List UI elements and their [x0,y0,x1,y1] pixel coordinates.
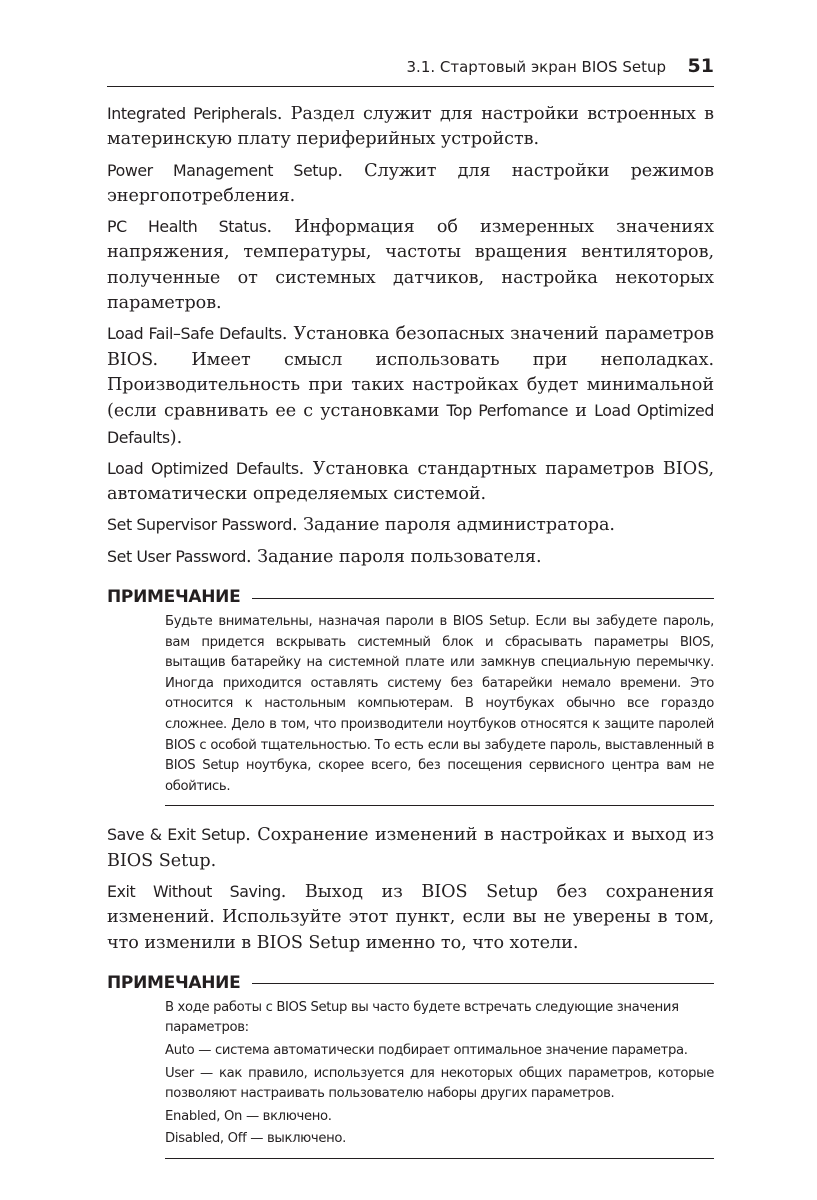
note-header [107,970,714,996]
note-title: ПРИМЕЧАНИЕ [107,587,241,608]
paragraph-text: . Раздел служит для настройки встроенных в материнскую плату периферийных устройств. [107,104,714,150]
note-header [107,584,714,610]
paragraph-text: . Сохранение изменений в настройках и выход из BIOS Setup. [107,825,714,871]
paragraph-text: . Установка безопасных значений параметров BIOS. Имеет смысл использовать при неполадках. Производительность при таких настройках будет минимальной (если сравнивать ее с установками [107,324,714,422]
paragraph-load-optimized [107,456,714,508]
paragraph-save-exit [107,822,714,874]
paragraph-text: и [568,401,595,422]
paragraph-power-management [107,158,714,210]
term: Integrated Peripherals [107,104,277,123]
paragraph-exit-without-saving [107,879,714,956]
note-box [107,970,714,1159]
note-text: Будьте внимательны, назначая пароли в BIOS Setup. Если вы забудете пароль, вам придется вскрывать системный блок и сбрасывать параметры BIOS, вытащив батарейку на системной плате или замкнув специальную перемычку. Иногда приходится оставлять систему без батарейки немало времени. Это относится к настольным компьютерам. В ноутбуках обычно все гораздо сложнее. Дело в том, что производители ноутбуков относятся к защите паролей BIOS с особой тщательностью. То есть если вы забудете пароль, выставленный в BIOS Setup ноутбука, скорее всего, без посещения сервисного центра вам не обойтись. [165,614,714,794]
page-body [107,101,714,1175]
note-item-text: — включено. [242,1108,332,1124]
paragraph-supervisor-password [107,512,714,538]
term: Auto [165,1043,195,1059]
note-list-item [165,1064,714,1105]
note-item-text: — как правило, используется для некоторых общих параметров, которые позволяют настраивать пользователю наборы других параметров. [165,1065,714,1102]
paragraph-integrated-peripherals [107,101,714,153]
note-list-item [165,1107,714,1128]
term: Load Fail–Safe Defaults [107,324,282,344]
term: Disabled, Off [165,1131,247,1147]
note-body [165,610,714,806]
paragraph-text: . Установка стандартных параметров BIOS, автоматически определяемых системой. [107,458,714,505]
term: Set User Password [107,546,246,566]
note-item-text: — выключено. [246,1131,346,1147]
paragraph-load-fail-safe [107,321,714,450]
term: Top Perfomance [446,401,569,421]
note-item-text: — система автоматически подбирает оптимальное значение параметра. [194,1043,688,1059]
paragraph-user-password [107,544,714,570]
term: Enabled, On [165,1108,243,1124]
paragraph-text: . Задание пароля пользователя. [245,546,542,567]
divider [252,598,714,599]
paragraph-text: . Выход из BIOS Setup без сохранения изменений. Используйте этот пункт, если вы не уверены в том, что изменили в BIOS Setup именно то, что хотели. [107,881,715,953]
term: Load Optimized Defaults [107,401,715,447]
note-intro: В ходе работы с BIOS Setup вы часто будете встречать следующие значения параметров: [165,999,679,1036]
paragraph-text: . Информация об измеренных значениях напряжения, температуры, частоты вращения вентиляторов, полученные от системных датчиков, настройка некоторых параметров. [107,217,714,314]
term: Save & Exit Setup [107,825,246,845]
term: Set Supervisor Password [107,515,292,535]
note-body [165,996,714,1159]
note-list-item [165,1041,714,1062]
note-list-item [165,1129,714,1150]
running-header [107,52,714,87]
note-box [107,584,714,806]
page-number: 51 [687,55,714,77]
term: Exit Without Saving [107,881,281,901]
term: Power Management Setup [107,160,338,180]
paragraph-text: . Задание пароля администратора. [291,515,615,536]
paragraph-text: ). [169,427,183,448]
term: PC Health Status [107,217,267,237]
paragraph-pc-health-status [107,214,714,316]
section-title: 3.1. Стартовый экран BIOS Setup [406,58,666,76]
term: User [165,1065,194,1081]
note-title: ПРИМЕЧАНИЕ [107,972,241,993]
divider [252,983,714,984]
term: Load Optimized Defaults [107,458,299,478]
paragraph-text: . Служит для настройки режимов энергопотребления. [107,160,714,206]
